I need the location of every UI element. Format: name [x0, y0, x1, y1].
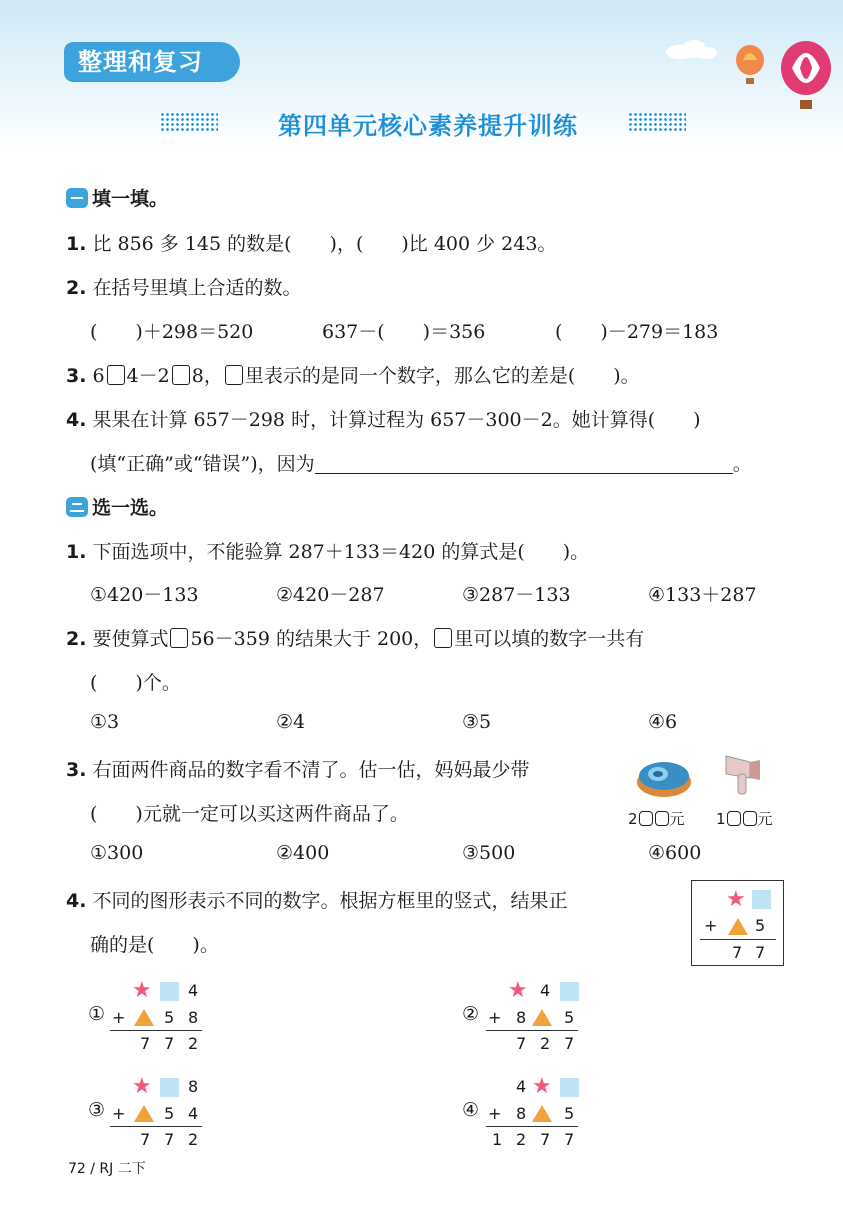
square-icon: [160, 1078, 179, 1097]
star-icon: ★: [532, 1074, 552, 1099]
s1-q2-blank-1: ( )＋298＝520: [90, 321, 254, 343]
hot-air-balloon-icon: [778, 40, 834, 112]
s2-q1-option-3: ③287－133: [462, 584, 571, 606]
digit-box: [225, 365, 243, 385]
s2-q2-option-1: ①3: [90, 711, 120, 733]
star-icon: ★: [508, 978, 528, 1003]
star-icon: ★: [726, 887, 746, 912]
chapter-tab: 整理和复习: [64, 42, 240, 82]
s2-question-3: 3. 右面两件商品的数字看不清了。估一估，妈妈最少带: [66, 759, 530, 781]
unit-title: 第四单元核心素养提升训练: [278, 112, 578, 140]
choice-2-vertical-sum: ★ 4 ② + 8 5 7 2 7: [462, 978, 592, 1058]
square-icon: [752, 890, 771, 909]
s2-q1-option-1: ①420－133: [90, 584, 199, 606]
price-tag-1: 2 元: [628, 810, 685, 828]
star-icon: ★: [132, 1074, 152, 1099]
reference-vertical-sum: ★ + 5 7 7: [691, 880, 784, 966]
answer-underline: [315, 453, 733, 474]
triangle-icon: [134, 1105, 154, 1122]
s2-q4-line2: 确的是( )。: [90, 934, 219, 956]
small-balloon-icon: [733, 44, 767, 86]
s2-q3-option-1: ①300: [90, 842, 144, 864]
s2-q1-option-4: ④133＋287: [648, 584, 757, 606]
s2-q2-option-2: ②4: [276, 711, 306, 733]
s2-question-2: 2. 要使算式 56－359 的结果大于 200， 里可以填的数字一共有: [66, 628, 645, 650]
s1-question-3: 3. 6 4－2 8， 里表示的是同一个数字，那么它的差是( )。: [66, 365, 640, 387]
s2-q2-option-4: ④6: [648, 711, 678, 733]
digit-box: [170, 628, 188, 648]
s2-q1-option-2: ②420－287: [276, 584, 385, 606]
triangle-icon: [532, 1105, 552, 1122]
hair-dryer-icon: [720, 752, 764, 802]
page-number: 72 / RJ 二下: [68, 1161, 146, 1177]
section-one-badge-icon: [66, 188, 88, 208]
section1-heading: 填一填。: [66, 184, 168, 211]
s1-question-4: 4. 果果在计算 657－298 时，计算过程为 657－300－2。她计算得( ): [66, 409, 701, 431]
triangle-icon: [134, 1009, 154, 1026]
section-two-badge-icon: [66, 497, 88, 517]
s1-question-1: 1. 比 856 多 145 的数是( )，( )比 400 少 243。: [66, 233, 557, 255]
s1-question-2: 2. 在括号里填上合适的数。: [66, 277, 302, 299]
s1-q2-blank-3: ( )－279＝183: [555, 321, 719, 343]
triangle-icon: [532, 1009, 552, 1026]
title-dots-right: [628, 112, 686, 132]
square-icon: [560, 982, 579, 1001]
cloud-icon: [660, 38, 720, 60]
choice-3-vertical-sum: ★ 8 ③ + 5 4 7 7 2: [88, 1074, 218, 1154]
rice-cooker-icon: [634, 752, 696, 802]
s2-question-4: 4. 不同的图形表示不同的数字。根据方框里的竖式，结果正: [66, 890, 568, 912]
s2-q3-option-2: ②400: [276, 842, 330, 864]
s2-q3-option-3: ③500: [462, 842, 516, 864]
square-icon: [560, 1078, 579, 1097]
digit-box: [434, 628, 452, 648]
s2-q2-line2: ( )个。: [90, 672, 181, 694]
s2-question-1: 1. 下面选项中，不能验算 287＋133＝420 的算式是( )。: [66, 541, 590, 563]
digit-box: [107, 365, 125, 385]
s2-q3-line2: ( )元就一定可以买这两件商品了。: [90, 803, 409, 825]
choice-1-vertical-sum: ★ 4 ① + 5 8 7 7 2: [88, 978, 218, 1058]
price-tag-2: 1 元: [716, 810, 773, 828]
s2-q3-option-4: ④600: [648, 842, 702, 864]
digit-box: [172, 365, 190, 385]
section2-heading: 选一选。: [66, 493, 168, 520]
s2-q2-option-3: ③5: [462, 711, 492, 733]
square-icon: [160, 982, 179, 1001]
s1-q2-blank-2: 637－( )＝356: [322, 321, 486, 343]
sum-line: [700, 939, 776, 940]
choice-4-vertical-sum: 4 ★ ④ + 8 5 1 2 7 7: [462, 1074, 592, 1154]
star-icon: ★: [132, 978, 152, 1003]
s1-q4-line2: (填“正确”或“错误”)，因为 。: [90, 453, 752, 475]
triangle-icon: [728, 918, 748, 935]
title-dots-left: [160, 112, 218, 132]
